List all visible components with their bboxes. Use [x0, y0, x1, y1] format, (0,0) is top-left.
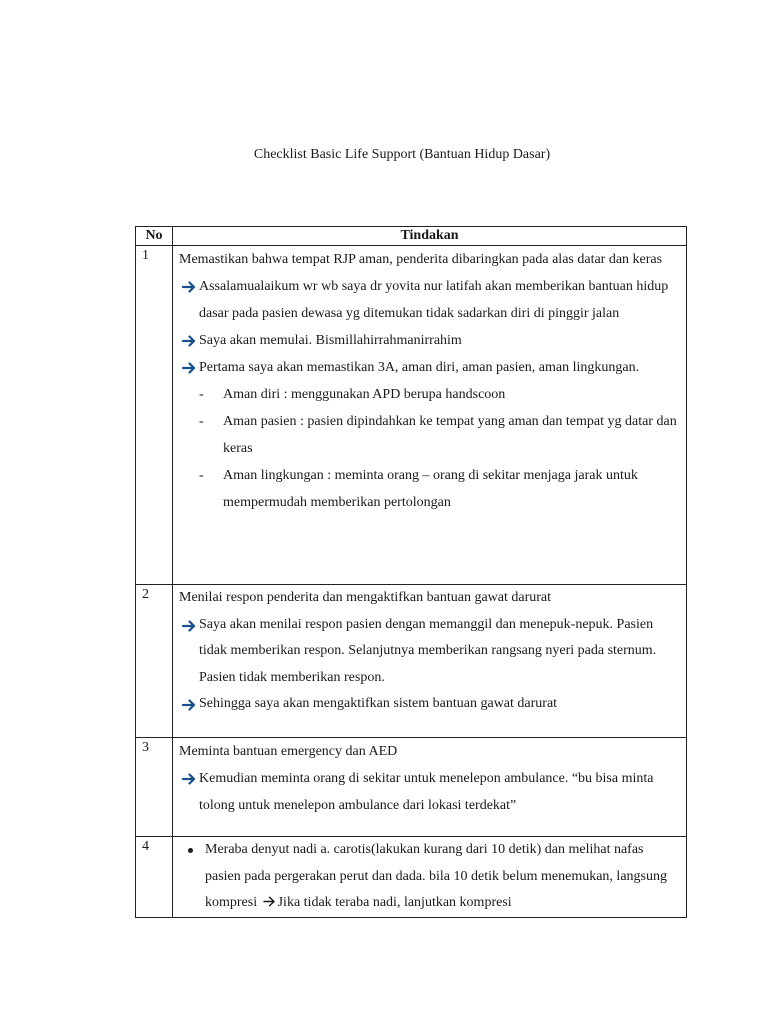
- sub-list-item-text: Aman diri : menggunakan APD berupa handscoon: [223, 387, 506, 402]
- arrow-item-text: Assalamualaikum wr wb saya dr yovita nur latifah akan memberikan bantuan hidup dasar pada pasien dewasa yg ditemukan tidak sadarkan diri di pinggir jalan: [199, 279, 669, 321]
- right-arrow-icon: [179, 765, 199, 819]
- step-title: Memastikan bahwa tempat RJP aman, penderita dibaringkan pada alas datar dan keras: [179, 252, 663, 267]
- row-number: 4: [136, 837, 173, 918]
- arrow-item-text: Pertama saya akan memastikan 3A, aman diri, aman pasien, aman lingkungan.: [199, 360, 640, 375]
- row-action: [173, 837, 687, 918]
- checklist-table: [135, 226, 687, 918]
- arrow-item-text: Saya akan menilai respon pasien dengan memanggil dan menepuk-nepuk. Pasien tidak memberikan respon. Selanjutnya memberikan rangsang nyeri pada sternum. Pasien tidak memberikan respon.: [199, 616, 657, 685]
- arrow-item: [179, 327, 680, 354]
- dash-marker: -: [199, 414, 204, 429]
- right-arrow-icon: [179, 327, 199, 354]
- arrow-item-text: Kemudian meminta orang di sekitar untuk menelepon ambulance. “bu bisa minta tolong untuk menelepon ambulance dari lokasi terdekat”: [199, 771, 654, 813]
- row-action: [173, 738, 687, 837]
- table-row: [136, 738, 687, 837]
- bullet-item-text: [205, 837, 680, 917]
- table-header-row: [136, 227, 687, 246]
- table-row: [136, 246, 687, 585]
- bullet-item: [179, 837, 680, 917]
- right-arrow-icon: [179, 612, 199, 692]
- step-title: Meminta bantuan emergency dan AED: [179, 744, 398, 759]
- right-arrow-icon: [179, 273, 199, 327]
- dash-marker: -: [199, 468, 204, 483]
- arrow-item: [179, 612, 680, 692]
- bullet-dot-icon: [186, 837, 205, 917]
- table-row: [136, 837, 687, 918]
- bullet-text-after: Jika tidak teraba nadi, lanjutkan kompresi: [277, 895, 512, 910]
- header-no: No: [136, 227, 173, 246]
- row-number: 2: [136, 585, 173, 738]
- row-number: 3: [136, 738, 173, 837]
- sub-list-item: [179, 408, 680, 462]
- header-action: Tindakan: [173, 227, 687, 246]
- arrow-item-text: Sehingga saya akan mengaktifkan sistem bantuan gawat darurat: [199, 696, 558, 711]
- sub-list-item: [179, 462, 680, 516]
- bullet-text-before: Meraba denyut nadi a. carotis(lakukan kurang dari 10 detik) dan melihat nafas pasien pada pergerakan perut dan dada. bila 10 detik belum menemukan, langsung kompresi: [205, 842, 667, 910]
- table-row: [136, 585, 687, 738]
- right-arrow-icon: [261, 895, 278, 910]
- arrow-item: [179, 691, 680, 718]
- dash-marker: -: [199, 387, 204, 402]
- arrow-item-text: Saya akan memulai. Bismillahirrahmanirrahim: [199, 333, 462, 348]
- step-title: Menilai respon penderita dan mengaktifkan bantuan gawat darurat: [179, 590, 552, 605]
- sub-list-item-text: Aman pasien : pasien dipindahkan ke tempat yang aman dan tempat yg datar dan keras: [223, 414, 677, 456]
- right-arrow-icon: [179, 691, 199, 718]
- sub-list-item-text: Aman lingkungan : meminta orang – orang di sekitar menjaga jarak untuk mempermudah memberikan pertolongan: [223, 468, 638, 510]
- arrow-item: [179, 765, 680, 819]
- sub-list-item: [179, 381, 680, 408]
- row-number: 1: [136, 246, 173, 585]
- arrow-item: [179, 354, 680, 381]
- right-arrow-icon: [179, 354, 199, 381]
- row-action: [173, 246, 687, 585]
- row-action: [173, 585, 687, 738]
- document-title: Checklist Basic Life Support (Bantuan Hidup Dasar): [253, 147, 551, 162]
- arrow-item: [179, 273, 680, 327]
